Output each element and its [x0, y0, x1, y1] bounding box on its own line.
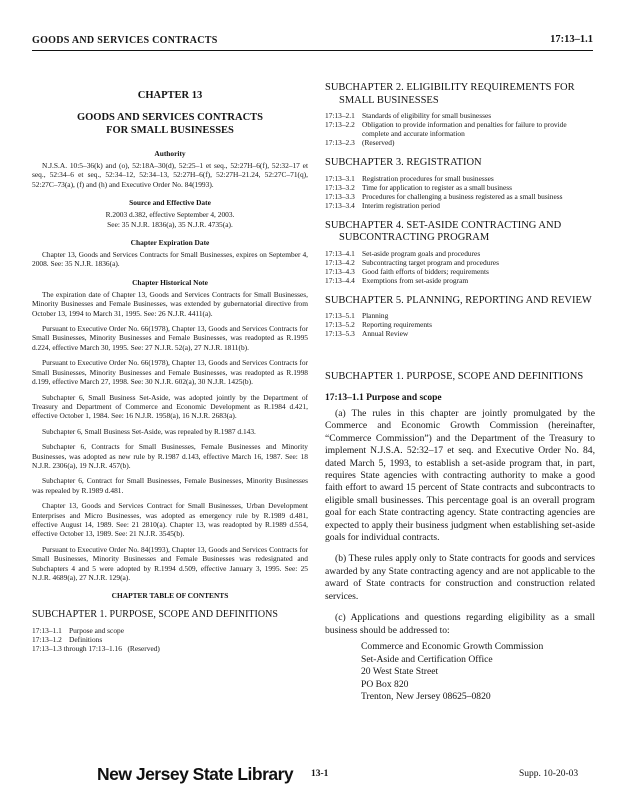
toc-item-number: 17:13–2.1	[325, 111, 355, 120]
toc-subchapter-2-heading: SUBCHAPTER 2. ELIGIBILITY REQUIREMENTS FOR SMALL BUSINESSES	[325, 82, 575, 106]
history-note: Subchapter 6, Small Business Set-Aside, was adopted jointly by the Department of Treasury and Department of Commerce and Economic Development as R.1984 d.421, effective October 1, 1984. See: 16 N.J.R. 1958(a), 16 N.J.R. 2683(a).	[32, 392, 308, 421]
toc-item-number: 17:13–4.2	[325, 257, 355, 267]
toc-subchapter-2-list	[325, 111, 595, 147]
chapter-title-line-2: FOR SMALL BUSINESSES	[106, 125, 234, 136]
history-note: Pursuant to Executive Order No. 84(1993), Chapter 13, Goods and Services Contracts for Small Businesses, Minority Businesses and Female Businesses was redesignated and Subchapters 4 and 5 were adopted by R.1994 d.509, effective January 3, 1995. See: 25 N.J.R. 4689(a), 27 N.J.R. 129(a).	[32, 544, 308, 582]
toc-item	[325, 120, 595, 138]
toc-item	[325, 258, 595, 267]
toc-item-number: 17:13–3.2	[325, 182, 355, 192]
paragraph-b: (b) These rules apply only to State contracts for goods and services awarded by any State contracting agency and are not applicable to the award of State contracts for construction and construction related services.	[325, 553, 595, 602]
history-heading: Chapter Historical Note	[132, 277, 208, 287]
paragraph-c: (c) Applications and questions regarding eligibility as a small business should be addressed to:	[325, 612, 595, 636]
toc-item-text: Time for application to register as a small business	[362, 182, 512, 192]
toc-item-text: Reporting requirements	[362, 320, 432, 329]
toc-item-text: Registration procedures for small businesses	[362, 173, 494, 183]
history-note: Subchapter 6, Small Business Set-Aside, was repealed by R.1987 d.143.	[42, 426, 256, 436]
expiration-text: Chapter 13, Goods and Services Contracts for Small Businesses, expires on September 4, 2008. See: 35 N.J.R. 1836(a).	[32, 250, 308, 269]
authority-text: N.J.S.A. 10:5–36(k) and (o), 52:18A–30(d), 52:25–1 et seq., 52:27H–6(f), 52:32–17 et seq., 52:34–6 et seq., 52:34–12, 52:34–13, 52:27H–6(f), 52:27H–21.24, 52:27C–71(q), 52:27C–73(a), (f) and (h) and Executive Order No. 84(1993).	[32, 161, 308, 189]
subchapter-1-heading: SUBCHAPTER 1. PURPOSE, SCOPE AND DEFINITIONS	[325, 371, 584, 382]
toc-item-text: Obligation to provide information and penalties for failure to provide complete and accurate information	[362, 120, 567, 138]
toc-item	[325, 138, 595, 147]
toc-item-number: 17:13–1.1	[32, 625, 62, 635]
toc-item	[32, 626, 308, 635]
paragraph-a: (a) The rules in this chapter are jointly promulgated by the Commerce and Economic Growth Commission (hereinafter, “Commerce Commission”) and the Department of the Treasury to implement N.J.S.A. 52:32–17 et seq. and Executive Order No. 84, dated March 5, 1993, to establish a set-aside program that, in part, requires State agencies with contracting authority to make a good faith effort to award 15 percent of State contracts and subcontracts to eligible small businesses. This percentage goal is an overall program goal for each State contracting agency. State contracting agencies are expected to apply their business judgment when establishing set-aside goals for individual contracts.	[325, 408, 595, 544]
toc-subchapter-1-heading: SUBCHAPTER 1. PURPOSE, SCOPE AND DEFINITIONS	[32, 609, 278, 621]
toc-item-text: Standards of eligibility for small businesses	[362, 111, 492, 120]
right-column	[325, 82, 595, 704]
toc-item-number: 17:13–5.3	[325, 329, 355, 338]
history-note: Subchapter 6, Contract for Small Businesses, Female Businesses, Minority Businesses was repealed by R.1989 d.481.	[32, 476, 308, 495]
chapter-number: CHAPTER 13	[137, 90, 203, 101]
history-note: Pursuant to Executive Order No. 66(1978), Chapter 13, Goods and Services Contracts for Small Businesses, Minority Businesses and Female Businesses, was readopted as R.1995 d.224, effective March 30, 1995. See: 27 N.J.R. 52(a), 27 N.J.R. 1811(b).	[32, 324, 308, 352]
toc-item-number: 17:13–4.4	[325, 275, 355, 285]
toc-item	[325, 111, 595, 120]
toc-item	[32, 635, 308, 644]
toc-item-text: Subcontracting target program and procedures	[362, 257, 499, 267]
history-note: Subchapter 6, Contracts for Small Businesses, Female Businesses and Minority Businesses, was adopted as new rule by R.1987 d.143, effective March 16, 1987. See: 18 N.J.R. 2306(a), 19 N.J.R. 457(b).	[32, 442, 308, 470]
running-header	[32, 34, 593, 51]
toc-item	[325, 320, 595, 329]
toc-subchapter-5-list	[325, 311, 595, 338]
section-heading: 17:13–1.1 Purpose and scope	[325, 393, 442, 403]
toc-item	[325, 311, 595, 320]
expiration-heading: Chapter Expiration Date	[130, 238, 210, 248]
toc-item-number: 17:13–2.3	[325, 138, 355, 147]
toc-item	[32, 644, 308, 653]
left-column	[32, 90, 308, 663]
toc-item	[325, 183, 595, 192]
toc-subchapter-3-heading: SUBCHAPTER 3. REGISTRATION	[325, 157, 482, 168]
toc-heading: CHAPTER TABLE OF CONTENTS	[111, 591, 229, 601]
toc-item-text: Set-aside program goals and procedures	[362, 248, 481, 258]
chapter-title-line-1: GOODS AND SERVICES CONTRACTS	[76, 112, 264, 123]
source-heading: Source and Effective Date	[129, 198, 211, 208]
toc-item-text: Purpose and scope	[69, 625, 125, 635]
toc-item	[325, 276, 595, 285]
toc-subchapter-4-list	[325, 249, 595, 285]
toc-item-text: Planning	[362, 311, 389, 320]
toc-item-number: 17:13–5.1	[325, 311, 355, 320]
running-header-section: 17:13–1.1	[550, 34, 593, 45]
toc-subchapter-4-heading: SUBCHAPTER 4. SET-ASIDE CONTRACTING AND SUBCONTRACTING PROGRAM	[325, 219, 562, 243]
toc-item-number: 17:13–1.3 through 17:13–1.16	[32, 643, 122, 653]
toc-item-text: (Reserved)	[362, 138, 395, 147]
address-line: Set-Aside and Certification Office	[361, 653, 493, 665]
toc-item-text: Procedures for challenging a business registered as a small business	[362, 191, 563, 201]
toc-item-text: Exemptions from set-aside program	[362, 275, 469, 285]
source-line-2: See: 35 N.J.R. 1836(a), 35 N.J.R. 4735(a).	[107, 219, 233, 229]
toc-item	[325, 201, 595, 210]
toc-item-number: 17:13–5.2	[325, 320, 355, 329]
toc-item-text: Interim registration period	[362, 200, 440, 210]
address-line: Commerce and Economic Growth Commission	[361, 640, 544, 652]
toc-item-text: Annual Review	[362, 329, 409, 338]
toc-item-number: 17:13–2.2	[325, 120, 355, 129]
address-line: PO Box 820	[361, 678, 409, 690]
chapter-title	[32, 111, 308, 137]
toc-item	[325, 329, 595, 338]
address-block	[361, 641, 595, 704]
authority-heading: Authority	[154, 149, 186, 158]
running-header-title: GOODS AND SERVICES CONTRACTS	[32, 35, 218, 46]
supplement-date: Supp. 10-20-03	[519, 769, 579, 779]
toc-subchapter-3-list	[325, 174, 595, 210]
library-watermark: New Jersey State Library	[97, 764, 294, 784]
toc-item-number: 17:13–3.4	[325, 200, 355, 210]
toc-item-text: Good faith efforts of bidders; requirements	[362, 266, 489, 276]
source-line-1: R.2003 d.382, effective September 4, 2003.	[105, 210, 235, 220]
page-number: 13-1	[311, 769, 329, 779]
history-note: Chapter 13, Goods and Services Contract for Small Businesses, Urban Development Enterprises and Micro Businesses, was adopted as emergency rule by R.1989 d.481, effective August 14, 1989. See: 21 2810(a). Chapter 13, was readopted by R.1989 d.554, effective October 13, 1989. See: 21 N.J.R. 3545(b).	[32, 501, 308, 539]
toc-item	[325, 174, 595, 183]
toc-item	[325, 249, 595, 258]
address-line: 20 West State Street	[361, 666, 439, 678]
history-note: The expiration date of Chapter 13, Goods and Services Contracts for Small Businesses, Minority Businesses and Female Businesses, was extended by gubernatorial directive from October 13, 1994 to March 31, 1995. See: 26 N.J.R. 4411(a).	[32, 289, 308, 318]
toc-item-number: 17:13–1.2	[32, 634, 62, 644]
address-line: Trenton, New Jersey 08625–0820	[361, 691, 491, 703]
toc-item-number: 17:13–4.1	[325, 248, 355, 258]
toc-item-text: Definitions	[69, 634, 103, 644]
toc-item-text: (Reserved)	[127, 643, 160, 653]
toc-item-number: 17:13–3.3	[325, 191, 355, 201]
toc-item-number: 17:13–4.3	[325, 266, 355, 276]
toc-item	[325, 192, 595, 201]
toc-subchapter-1-list	[32, 626, 308, 653]
toc-item-number: 17:13–3.1	[325, 173, 355, 183]
toc-subchapter-5-heading: SUBCHAPTER 5. PLANNING, REPORTING AND REVIEW	[325, 294, 592, 306]
toc-item	[325, 267, 595, 276]
history-note: Pursuant to Executive Order No. 66(1978), Chapter 13, Goods and Services Contracts for Small Businesses, Minority Businesses and Female Businesses, was readopted as R.1998 d.199, effective March 27, 1998. See: 30 N.J.R. 602(a), 30 N.J.R. 1425(b).	[32, 358, 308, 387]
